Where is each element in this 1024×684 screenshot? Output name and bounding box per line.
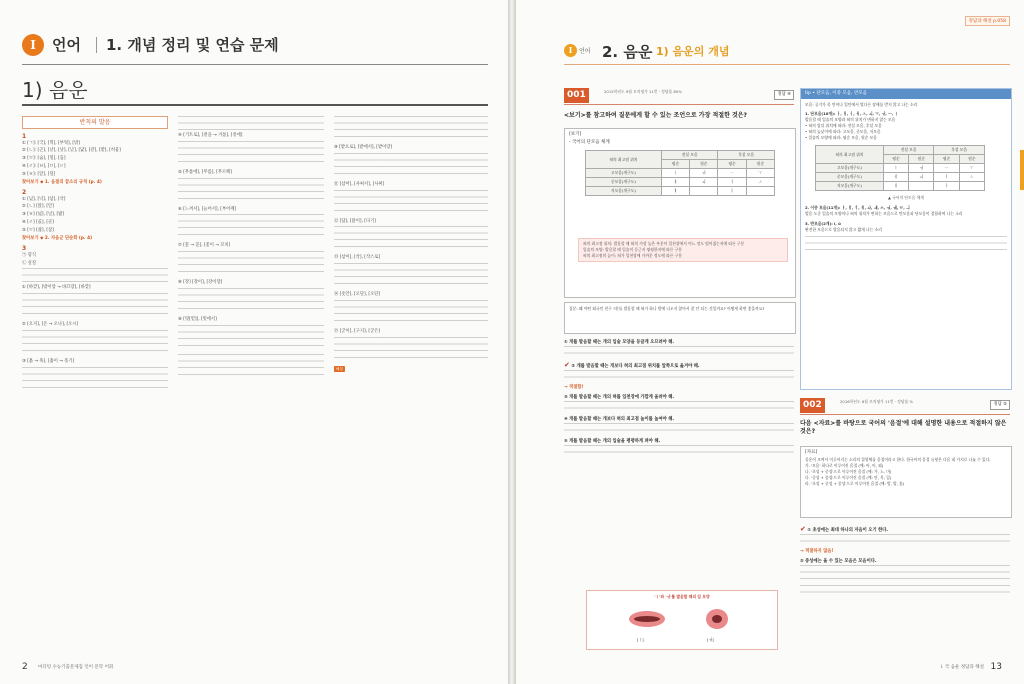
unit-label: 언어: [579, 48, 591, 55]
body-text-block: [178, 141, 324, 167]
tip-line: 발음 도중 입술의 모양이나 혀의 위치가 변하는 모음으로 반모음과 단모음이 결합하여 나는 소리: [805, 211, 963, 216]
table-header: 원순: [746, 160, 774, 169]
tip-line: 2. 이중 모음(11개): ㅑ, ㅒ, ㅕ, ㅖ, ㅘ, ㅙ, ㅛ, ㅝ, ㅞ, ㅠ, ㅢ: [805, 205, 910, 210]
option-item-correct[interactable]: [800, 526, 1010, 534]
answer-line: ③ [ㅁ]: [숨], [잎], [읖]: [22, 156, 66, 162]
answer-column-2: [178, 116, 324, 383]
tip-line: • 혀의 높낮이에 따라: 고모음, 중모음, 저모음: [805, 129, 881, 134]
option-item[interactable]: ② 중성에는 올 수 있는 모음은 모음이다.: [800, 559, 877, 564]
body-text-block: [334, 300, 488, 326]
option-list: [800, 522, 1010, 598]
table-cell: ㅏ: [934, 182, 959, 191]
table-cell: [746, 187, 774, 196]
answer-line: ④ [ㄹ]: [ㅂ], [ㅁ], [ㄹ]: [22, 163, 66, 169]
table-header: 평순: [883, 155, 908, 164]
table-header: 원순: [690, 160, 718, 169]
table-cell: ㅗ: [959, 173, 984, 182]
unit-badge: I: [564, 44, 577, 57]
table-cell: ㅔ: [883, 173, 908, 182]
source-line: 가. '모음' 하나로 이루어진 음절 (예: 아, 이, 외): [805, 463, 884, 468]
left-page: [0, 0, 508, 684]
table-cell: ㅣ: [883, 164, 908, 173]
table-header: 혀의 최고점 위치: [586, 151, 662, 169]
table-cell: [690, 187, 718, 196]
footer-text: 마더텅 수능기출문제집 언어 문학 어휘: [38, 665, 114, 670]
answer-line: ⑪ [샀어], [사써서], [사써]: [334, 181, 385, 187]
page-title: 2. 음운: [602, 43, 653, 61]
table-header: 원순: [959, 155, 984, 164]
table-cell: ㅐ: [661, 187, 689, 196]
explanation-tag: 해설: [336, 366, 343, 371]
vowel-table: [585, 150, 775, 196]
divider: [96, 37, 97, 53]
check-icon: ✔: [564, 361, 570, 369]
answer-line: ⑫ [담], [닭이], [다기]: [334, 218, 376, 224]
body-text-block: [334, 116, 488, 142]
note-line: 혀의 최고점 위치: 발음할 때 혀의 가장 높은 부분이 입천장에서 어느 정도 떨어졌는지에 따른 구분: [583, 241, 745, 246]
option-item[interactable]: ③ 개를 발음할 때는 개의 혀를 입천장에 가깝게 올려야 해.: [564, 395, 675, 400]
note-line: 입술의 모양: 발음할 때 입술이 둥근지 평평한지에 따른 구분: [583, 247, 682, 252]
answer-column-1: [22, 116, 168, 396]
answer-line: ④ [거트로], [곁을 → 겨틀], [겉에]: [178, 133, 243, 138]
body-text-block: [334, 263, 488, 289]
body-text-block: [22, 293, 168, 319]
box-subtitle: - 국어의 단모음 체계: [569, 140, 610, 145]
lips-spread-icon: [627, 605, 667, 633]
body-text-block: [805, 236, 1007, 256]
option-item-correct[interactable]: [564, 362, 794, 370]
answer-line: ③ [ㅂ] [넓], [널], [밟]: [22, 212, 65, 218]
table-header: 평순: [661, 160, 689, 169]
tip-body: [801, 99, 1011, 262]
table-header: 원순: [909, 155, 934, 164]
table-cell: ㅗ: [746, 178, 774, 187]
tip-line: 발음할 때 입술의 모양과 혀의 위치가 변하지 않는 모음: [805, 117, 896, 122]
body-text-block: [800, 534, 1010, 546]
question-number: 001: [564, 88, 589, 103]
source-line: 나. '초성 + 중성'으로 이루어진 음절 (예: 가, 노, 머): [805, 469, 892, 474]
question-number: 002: [800, 398, 825, 413]
answer-line: ② [ㄴ] [앉], [안]: [22, 204, 54, 210]
table-header: 후설 모음: [934, 146, 985, 155]
book-gutter: [508, 0, 516, 684]
answer-line: ⑥ [느껴서], [늙어서], [부어께]: [178, 206, 237, 212]
footer-text: I. 국 음운 정답과 해설: [940, 665, 984, 670]
answer-label[interactable]: 정답 ④: [774, 90, 794, 100]
right-page: [516, 0, 1024, 684]
tip-title: • 단모음, 이중 모음, 반모음: [812, 91, 868, 96]
table-row: [586, 178, 775, 187]
note-line: 혀의 최고점의 높이: 혀가 입천장에 가까운 정도에 따른 구분: [583, 253, 682, 258]
question-header: [564, 88, 794, 105]
example-box: [564, 128, 796, 298]
table-cell: ㅡ: [934, 164, 959, 173]
source-box: [800, 446, 1012, 518]
table-cell: 중모음(개구도): [586, 178, 662, 187]
table-cell: 저모음(개구도): [816, 182, 884, 191]
table-cell: ㅔ: [661, 178, 689, 187]
option-item[interactable]: ⑤ 개를 발음할 때는 개의 입술을 평평하게 펴야 해.: [564, 439, 661, 444]
table-cell: [909, 182, 934, 191]
body-text-block: [334, 153, 488, 179]
page-number: 13: [990, 662, 1002, 672]
unit-title: 언어: [52, 36, 81, 54]
lips-figure: [586, 590, 778, 650]
body-text-block: [334, 190, 488, 216]
table-cell: ㅡ: [718, 169, 746, 178]
tip-line: 3. 반모음(2개): ǐ, ŭ: [805, 221, 841, 226]
source-body: [801, 457, 1011, 490]
question-text: <보기>를 참고하여 질문에게 할 수 있는 조언으로 가장 적절한 것은?: [564, 112, 748, 119]
reference-link[interactable]: 찾아보기 ◆ 1. 음절의 끝소리 규칙 (p. 4): [22, 179, 102, 185]
answer-line: ④ [ㄹ] [곬], [골]: [22, 220, 54, 226]
table-cell: ㅣ: [661, 169, 689, 178]
check-icon: ✔: [800, 525, 806, 533]
tip-vowel-table: [815, 145, 985, 191]
tip-header: [801, 89, 1011, 99]
tip-line: 모음: 공기가 목 안이나 입안에서 별다른 장애를 받지 않고 나는 소리: [805, 102, 918, 107]
table-cell: ㅜ: [959, 164, 984, 173]
answer-line: ① [넋], [넉], [삯], [삭]: [22, 196, 66, 202]
lips-round-icon: [697, 605, 737, 633]
box-title: [자료]: [805, 450, 818, 455]
body-text-block: [564, 445, 794, 457]
body-text-block: [178, 116, 324, 130]
table-cell: ㅓ: [718, 178, 746, 187]
body-text-block: [564, 401, 794, 413]
answer-link[interactable]: → 적절하지 않음!: [800, 549, 834, 554]
table-row: [816, 173, 985, 182]
body-text-block: [178, 251, 324, 277]
answer-line: ⑬ [삯이], [삭], [삭스로]: [334, 255, 381, 261]
answer-line: ⑮ [굳이], [구지], [굳은]: [334, 328, 381, 334]
option-label: ② 개를 발음할 때는 개보다 혀의 최고점 위치를 앞쪽으로 옮겨야 해.: [571, 364, 700, 369]
question-text: 다음 <자료>를 바탕으로 국어의 '음절'에 대해 설명한 내용으로 적절하지 않은 것은?: [800, 420, 1007, 435]
answer-line: ⑭ [옷안], [오단], [오단]: [334, 292, 381, 298]
table-cell: ㅟ: [690, 169, 718, 178]
option-list: [564, 336, 794, 460]
table-cell: ㅏ: [718, 187, 746, 196]
section-title: 1) 음운: [22, 78, 88, 102]
answer-link[interactable]: → 적절함!: [564, 385, 584, 390]
body-text-block: [564, 370, 794, 382]
answer-line: ⑤ [ㅂ]: [앞], [덮]: [22, 171, 56, 177]
table-cell: ㅓ: [934, 173, 959, 182]
body-text-block: [178, 214, 324, 240]
answer-reference[interactable]: 정답과 해설 p.058: [965, 16, 1010, 26]
table-row: [816, 164, 985, 173]
divider: [22, 64, 488, 65]
tip-line: 1. 단모음(10개): ㅏ, ㅐ, ㅓ, ㅔ, ㅗ, ㅚ, ㅜ, ㅟ, ㅡ, ㅣ: [805, 111, 899, 116]
answer-line: ⑤ [무릎에], [무릅], [무르페]: [178, 169, 232, 175]
reference-link[interactable]: 찾아보기 ◆ 2. 자음군 단순화 (p. 4): [22, 235, 93, 241]
tip-label: tip: [805, 91, 811, 96]
answer-line: ② [ㄴ]: [곤], [낟], [낫], [낮], [닻], [같], [밭], [히읗]: [22, 148, 121, 154]
table-cell: 고모음(개구도): [586, 169, 662, 178]
prompt-text: 질문: 왜 어떤 외국인 친구 '데'를 발음할 때 혀가 하나 밖에 나오지 않아서 잘 안 되는 것일까요? 어떻게 하면 좋을까요?: [569, 306, 765, 311]
body-text-block: [178, 288, 324, 314]
body-text-block: [334, 226, 488, 252]
unit-badge: I: [22, 34, 44, 56]
table-row: [586, 187, 775, 196]
tip-line: • 입술의 모양에 따라: 평순 모음, 원순 모음: [805, 135, 877, 140]
box-title: [보기]: [569, 132, 582, 137]
page-number: 2: [22, 662, 28, 672]
figure-label: [ㅣ]: [637, 637, 644, 642]
table-cell: 고모음(개구도): [816, 164, 884, 173]
body-text-block: [22, 367, 168, 393]
body-text-block: [178, 178, 324, 204]
body-text-block: [22, 268, 168, 282]
table-cell: ㅚ: [690, 178, 718, 187]
body-text-block: [800, 565, 1010, 595]
tip-line: • 혀의 앞뒤 위치에 따라: 전설 모음, 후설 모음: [805, 123, 882, 128]
source-line: 라. '초성 + 중성 + 종성'으로 이루어진 음절 (예: 밤, 발, 꽃): [805, 481, 905, 486]
table-cell: [959, 182, 984, 191]
option-label: ① 초성에는 최대 하나의 자음이 오기 한다.: [807, 528, 889, 533]
tip-line: 완전한 모음으로 발음되지 않고 짧게 나는 소리: [805, 227, 882, 232]
table-cell: 중모음(개구도): [816, 173, 884, 182]
table-header: 평순: [718, 160, 746, 169]
prompt-box: [564, 302, 796, 334]
chapter-tab: [1020, 150, 1024, 190]
answer-line: ② [오지], [온 → 오나], [오시]: [22, 322, 79, 328]
table-cell: 저모음(개구도): [586, 187, 662, 196]
source-line: 다. '중성 + 종성'으로 이루어진 음절 (예: 안, 옥, 잎): [805, 475, 892, 480]
table-caption: ▲ 국어의 단모음 체계: [888, 195, 924, 200]
table-header: 후설 모음: [718, 151, 775, 160]
table-cell: ㅟ: [909, 164, 934, 173]
answer-line: ⑦ [꽃 → 꼳], [꽃이 → 꼬치]: [178, 243, 231, 249]
tip-box: [800, 88, 1012, 390]
table-header: 혀의 최고점 위치: [816, 146, 884, 164]
table-cell: ㅚ: [909, 173, 934, 182]
answer-line: ㉠ 형식: [22, 252, 36, 258]
body-text-block: [178, 354, 324, 380]
table-row: [816, 182, 985, 191]
question-meta: 2016학년도 6월 모의평가 11번 · 정답률 %: [840, 399, 913, 404]
figure-caption: 'ㅣ'와 'ㅟ'를 발음할 때의 입 모양: [654, 594, 710, 599]
table-row: [586, 169, 775, 178]
source-line: 음운이 모여서 이루어지는 소리의 결합체를 음절이라고 한다. 한국어의 음절 유형은 다음 네 가지로 나눌 수 있다.: [805, 457, 991, 462]
item-number: 1: [22, 133, 27, 140]
answer-line: ⑩ [밭으로], [밭에서], [밭이랑]: [334, 145, 393, 150]
answer-line: ⑤ [ㅁ] [삶], [삼]: [22, 227, 54, 233]
figure-label: [ㅟ]: [707, 637, 714, 642]
option-item[interactable]: ① 개를 발음할 때는 개의 입술 모양을 둥글게 오므려야 해.: [564, 340, 675, 345]
page-subtitle: 1) 음운의 개념: [656, 45, 730, 58]
question-meta: 2015학년도 9월 모의평가 11번 · 정답률 80%: [604, 89, 682, 94]
option-item[interactable]: ④ 개를 발음할 때는 개보다 혀의 최고점 높이를 높여야 해.: [564, 417, 675, 422]
item-number: 3: [22, 245, 27, 253]
answer-line: ③ [흙 → 흑], [흙이 → 흘기]: [22, 358, 75, 364]
body-text-block: [22, 330, 168, 356]
answer-line: ⑧ [강] [강이], [강이랑]: [178, 280, 223, 286]
body-text-block: [564, 346, 794, 358]
unit-subtitle: 1. 개념 정리 및 연습 문제: [106, 36, 279, 54]
table-cell: ㅐ: [883, 182, 908, 191]
body-text-block: [334, 337, 488, 363]
question-header: [800, 398, 1010, 415]
table-header: 전설 모음: [883, 146, 934, 155]
divider: [22, 104, 488, 106]
answer-label[interactable]: 정답 ⑤: [990, 400, 1010, 410]
answer-line: ① [ㄱ]: [국], [먹], [부엌], [밖]: [22, 140, 80, 146]
body-text-block: [178, 325, 324, 351]
table-cell: ㅜ: [746, 169, 774, 178]
answer-line: ⑨ [빗[빋]], [빗에서]: [178, 316, 217, 322]
answer-column-3: [334, 116, 488, 374]
divider: [564, 64, 1010, 65]
section-box-title: 반칙의 발음: [22, 116, 168, 129]
answer-line: ① [바깥], [밖이랑 → 바끄랑], [바깥]: [22, 285, 91, 291]
item-number: 2: [22, 189, 27, 197]
answer-line: ㉡ 실질: [22, 260, 36, 266]
body-text-block: [564, 423, 794, 435]
table-header: 전설 모음: [661, 151, 718, 160]
table-header: 평순: [934, 155, 959, 164]
concept-note: [578, 238, 788, 262]
